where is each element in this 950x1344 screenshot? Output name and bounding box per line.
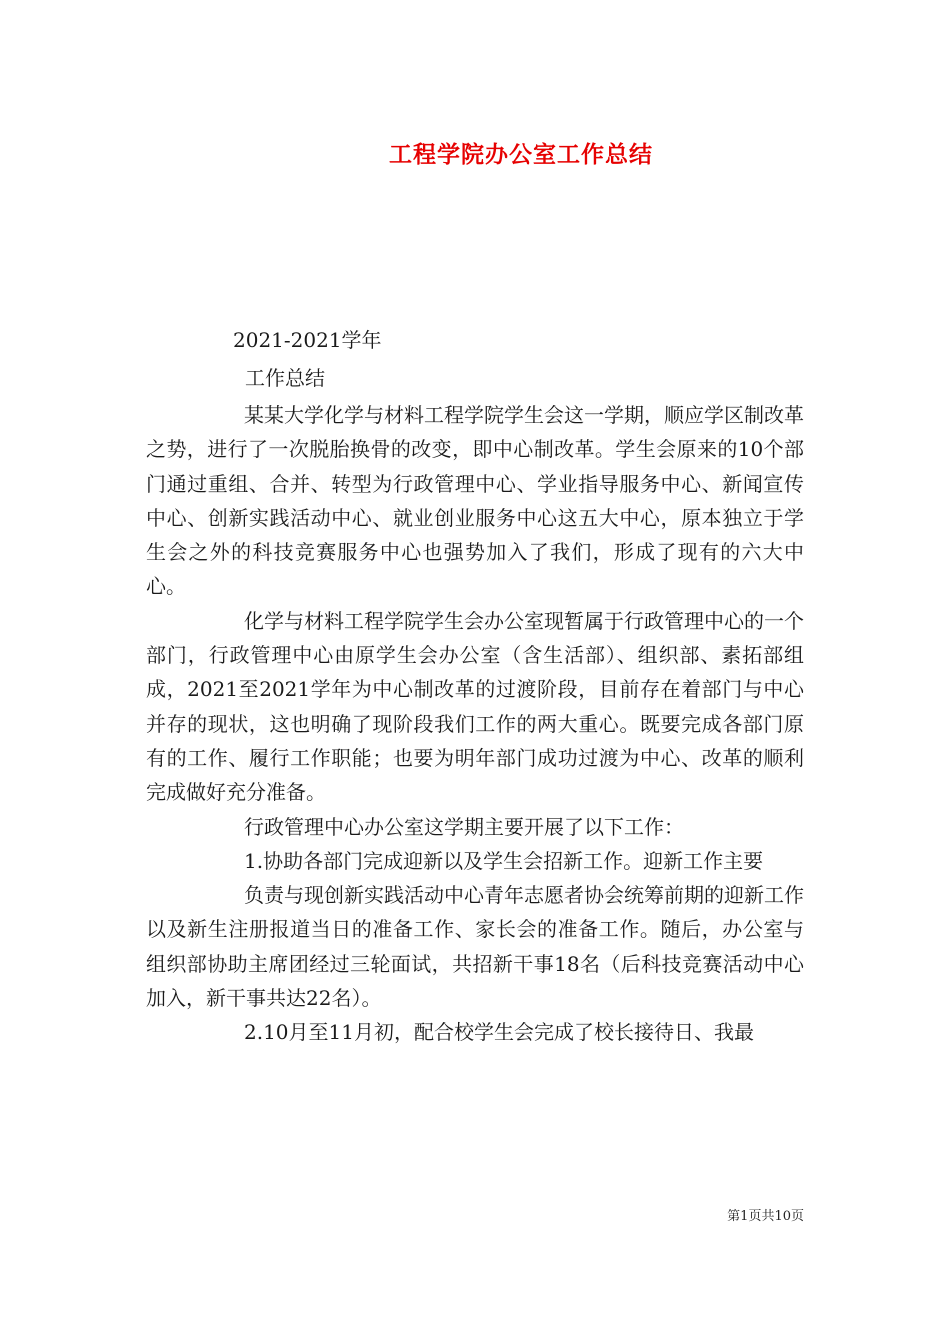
paragraph-work-list-intro: 行政管理中心办公室这学期主要开展了以下工作：	[244, 814, 684, 839]
paragraph-item-1: 1.协助各部门完成迎新以及学生会招新工作。迎新工作主要	[244, 848, 764, 873]
paragraph-intro: 某某大学化学与材料工程学院学生会这一学期，顺应学区制改革之势，进行了一次脱胎换骨的改变，即中心制改革。学生会原来的10个部门通过重组、合并、转型为行政管理中心、学业指导服务中心、新闻宣传中心、创新实践活动中心、就业创业服务中心这五大中心，原本独立于学生会之外的科技竞赛服务中心也强势加入了我们，形成了现有的六大中心。	[146, 403, 804, 599]
document-title: 工程学院办公室工作总结	[389, 142, 653, 168]
document-body	[146, 398, 804, 1050]
paragraph-item-1-detail: 负责与现创新实践活动中心青年志愿者协会统筹前期的迎新工作以及新生注册报道当日的准备工作、家长会的准备工作。随后，办公室与组织部协助主席团经过三轮面试，共招新干事18名（后科技竞赛活动中心加入，新干事共达22名）。	[146, 883, 804, 1011]
paragraph-item-2: 2.10月至11月初，配合校学生会完成了校长接待日、我最	[244, 1020, 754, 1045]
page-number: 第1页共10页	[727, 1209, 804, 1224]
heading-year: 2021-2021学年	[233, 328, 382, 352]
paragraph-office: 化学与材料工程学院学生会办公室现暂属于行政管理中心的一个部门，行政管理中心由原学生会办公室（含生活部）、组织部、素拓部组成，2021至2021学年为中心制改革的过渡阶段，目前存在着部门与中心并存的现状，这也明确了现阶段我们工作的两大重心。既要完成各部门原有的工作、履行工作职能；也要为明年部门成功过渡为中心、改革的顺利完成做好充分准备。	[146, 608, 804, 805]
heading-subtitle: 工作总结	[245, 366, 325, 390]
